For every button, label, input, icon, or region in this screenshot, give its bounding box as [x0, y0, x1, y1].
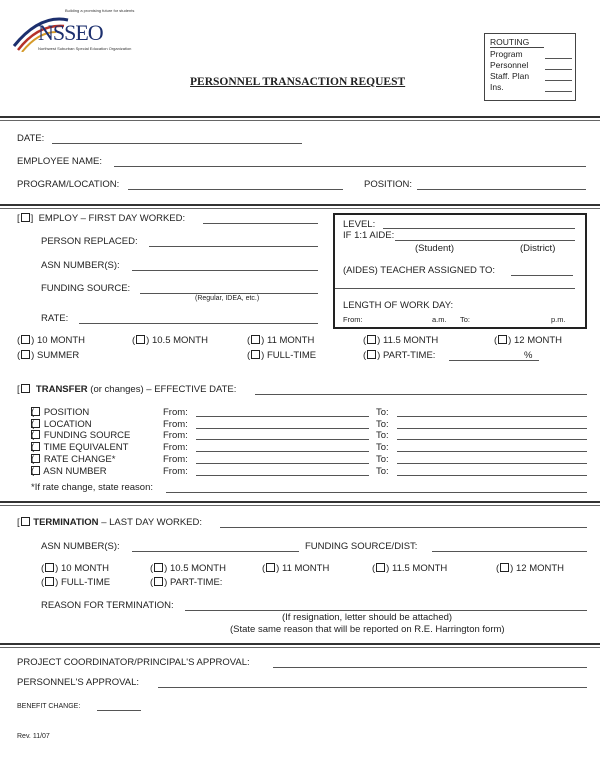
- term-option-11-5-month[interactable]: ( ) 11.5 MONTH: [372, 563, 448, 574]
- divider: [0, 501, 600, 506]
- rate-reason-label: *If rate change, state reason:: [31, 482, 153, 493]
- pm-label: p.m.: [551, 315, 566, 324]
- rate-field[interactable]: [79, 323, 318, 324]
- to-field[interactable]: [397, 416, 587, 417]
- level-label: LEVEL:: [343, 219, 376, 230]
- revision-label: Rev. 11/07: [17, 733, 50, 740]
- length-label: LENGTH OF WORK DAY:: [343, 300, 454, 311]
- coordinator-approval-label: PROJECT COORDINATOR/PRINCIPAL'S APPROVAL:: [17, 657, 250, 668]
- term-option-11-month[interactable]: ( ) 11 MONTH: [262, 563, 330, 574]
- personnel-approval-label: PERSONNEL'S APPROVAL:: [17, 677, 140, 688]
- to-label: To:: [376, 465, 389, 477]
- routing-ins: Ins.: [490, 82, 504, 92]
- bracket: [: [17, 213, 20, 224]
- routing-staff-plan: Staff. Plan: [490, 71, 530, 81]
- date-label: DATE:: [17, 133, 45, 144]
- from-field[interactable]: [196, 451, 369, 452]
- option-11-5-month[interactable]: ( ) 11.5 MONTH: [363, 335, 439, 346]
- logo-tagline: Building a promising future for students: [65, 8, 135, 13]
- personnel-approval-field[interactable]: [158, 687, 587, 688]
- aide-label: IF 1:1 AIDE:: [343, 230, 395, 241]
- from-label: From:: [163, 418, 188, 430]
- student-label: (Student): [415, 243, 455, 254]
- teacher-assigned-label: (AIDES) TEACHER ASSIGNED TO:: [343, 265, 496, 276]
- routing-program: Program: [490, 49, 523, 59]
- coordinator-approval-field[interactable]: [273, 667, 587, 668]
- logo-subtitle: Northwest Suburban Special Education Organization: [38, 46, 132, 51]
- from-label: From:: [163, 465, 188, 477]
- last-day-field[interactable]: [220, 527, 587, 528]
- from-label: From:: [163, 407, 188, 418]
- rate-reason-field[interactable]: [166, 492, 587, 493]
- option-11-month[interactable]: ( ) 11 MONTH: [247, 335, 315, 346]
- to-field[interactable]: [397, 475, 587, 476]
- page-title: PERSONNEL TRANSACTION REQUEST: [190, 76, 406, 88]
- term-funding-field[interactable]: [432, 551, 587, 552]
- transfer-option[interactable]: ( RATE CHANGE*: [31, 453, 116, 465]
- to-label: To:: [460, 315, 471, 324]
- benefit-change-field[interactable]: [97, 710, 141, 711]
- program-location-label: PROGRAM/LOCATION:: [17, 179, 120, 190]
- am-label: a.m.: [432, 315, 447, 324]
- to-field[interactable]: [397, 439, 587, 440]
- to-field[interactable]: [397, 463, 587, 464]
- to-field[interactable]: [397, 428, 587, 429]
- routing-personnel: Personnel: [490, 60, 529, 70]
- divider: [0, 204, 600, 209]
- from-field[interactable]: [196, 439, 369, 440]
- from-label: From:: [343, 315, 363, 324]
- program-location-field[interactable]: [128, 189, 343, 190]
- routing-box: [484, 33, 576, 101]
- from-label: From:: [163, 442, 188, 454]
- option-part-time[interactable]: ( ) PART-TIME:: [363, 350, 436, 361]
- to-field[interactable]: [397, 451, 587, 452]
- from-field[interactable]: [196, 475, 369, 476]
- transfer-option[interactable]: ( ASN NUMBER: [31, 465, 107, 477]
- divider: [0, 116, 600, 121]
- routing-personnel-line[interactable]: [545, 69, 572, 70]
- person-replaced-label: PERSON REPLACED:: [41, 236, 138, 247]
- employee-name-field[interactable]: [114, 166, 586, 167]
- aide-details-box: [333, 213, 587, 329]
- logo: [10, 8, 140, 58]
- option-summer[interactable]: ( ) SUMMER: [17, 350, 80, 361]
- from-field[interactable]: [196, 428, 369, 429]
- person-replaced-field[interactable]: [149, 246, 318, 247]
- funding-label: FUNDING SOURCE:: [41, 283, 131, 294]
- to-label: To:: [376, 407, 389, 418]
- level-field[interactable]: [383, 228, 575, 229]
- option-10-month[interactable]: ( ) 10 MONTH: [17, 335, 86, 346]
- term-option-part-time[interactable]: ( ) PART-TIME:: [150, 577, 223, 588]
- district-label: (District): [520, 243, 556, 254]
- term-asn-field[interactable]: [132, 551, 299, 552]
- routing-ins-line[interactable]: [545, 91, 572, 92]
- to-label: To:: [376, 442, 389, 454]
- from-label: From:: [163, 453, 188, 465]
- routing-heading: ROUTING: [490, 37, 544, 48]
- to-label: To:: [376, 430, 389, 442]
- teacher-assigned-field[interactable]: [511, 275, 573, 276]
- first-day-field[interactable]: [203, 223, 318, 224]
- term-option-10-month[interactable]: ( ) 10 MONTH: [41, 563, 110, 574]
- transfer-checkbox[interactable]: [21, 384, 30, 393]
- term-reason-field[interactable]: [185, 610, 587, 611]
- employ-checkbox-row: [17, 213, 185, 224]
- from-field[interactable]: [196, 463, 369, 464]
- benefit-change-label: BENEFIT CHANGE:: [17, 703, 81, 710]
- position-label: POSITION:: [364, 179, 413, 190]
- percent-sign: %: [524, 350, 533, 361]
- date-field[interactable]: [52, 143, 302, 144]
- to-label: To:: [376, 418, 389, 430]
- term-option-10-5-month[interactable]: ( ) 10.5 MONTH: [150, 563, 226, 574]
- transfer-option[interactable]: ( LOCATION: [31, 418, 92, 430]
- effective-date-field[interactable]: [255, 394, 587, 395]
- bracket: ]: [30, 213, 34, 224]
- divider: [0, 643, 600, 648]
- asn-label: ASN NUMBER(S):: [41, 260, 120, 271]
- routing-program-line[interactable]: [545, 58, 572, 59]
- routing-staff-plan-line[interactable]: [545, 80, 572, 81]
- transfer-heading: [ TRANSFER (or changes) – EFFECTIVE DATE:: [17, 384, 237, 395]
- aide-field[interactable]: [395, 240, 575, 241]
- transfer-option[interactable]: ( TIME EQUIVALENT: [31, 442, 129, 454]
- to-label: To:: [376, 453, 389, 465]
- transfer-option[interactable]: ( POSITION: [31, 407, 90, 418]
- from-label: From:: [163, 430, 188, 442]
- box-divider: [335, 288, 575, 289]
- logo-text: NSSEO: [38, 20, 103, 45]
- termination-heading: [ TERMINATION – LAST DAY WORKED:: [17, 517, 203, 528]
- term-reason-label: REASON FOR TERMINATION:: [41, 600, 174, 611]
- rate-label: RATE:: [41, 313, 69, 324]
- term-funding-label: FUNDING SOURCE/DIST:: [305, 541, 418, 552]
- employ-first-day-label: EMPLOY – FIRST DAY WORKED:: [38, 213, 186, 224]
- funding-field[interactable]: [140, 293, 318, 294]
- transfer-option[interactable]: ( FUNDING SOURCE: [31, 430, 131, 442]
- employ-checkbox[interactable]: [21, 213, 30, 222]
- term-note-resignation: (If resignation, letter should be attached): [282, 612, 453, 623]
- from-field[interactable]: [196, 416, 369, 417]
- term-note-harrington: (State same reason that will be reported on R.E. Harrington form): [230, 624, 505, 635]
- termination-checkbox[interactable]: [21, 517, 30, 526]
- position-field[interactable]: [417, 189, 586, 190]
- option-12-month[interactable]: ( ) 12 MONTH: [494, 335, 563, 346]
- option-full-time[interactable]: ( ) FULL-TIME: [247, 350, 317, 361]
- term-option-full-time[interactable]: ( ) FULL-TIME: [41, 577, 111, 588]
- asn-field[interactable]: [132, 270, 318, 271]
- term-asn-label: ASN NUMBER(S):: [41, 541, 120, 552]
- funding-hint: (Regular, IDEA, etc.): [195, 295, 260, 302]
- employee-name-label: EMPLOYEE NAME:: [17, 156, 102, 167]
- option-10-5-month[interactable]: ( ) 10.5 MONTH: [132, 335, 208, 346]
- term-option-12-month[interactable]: ( ) 12 MONTH: [496, 563, 565, 574]
